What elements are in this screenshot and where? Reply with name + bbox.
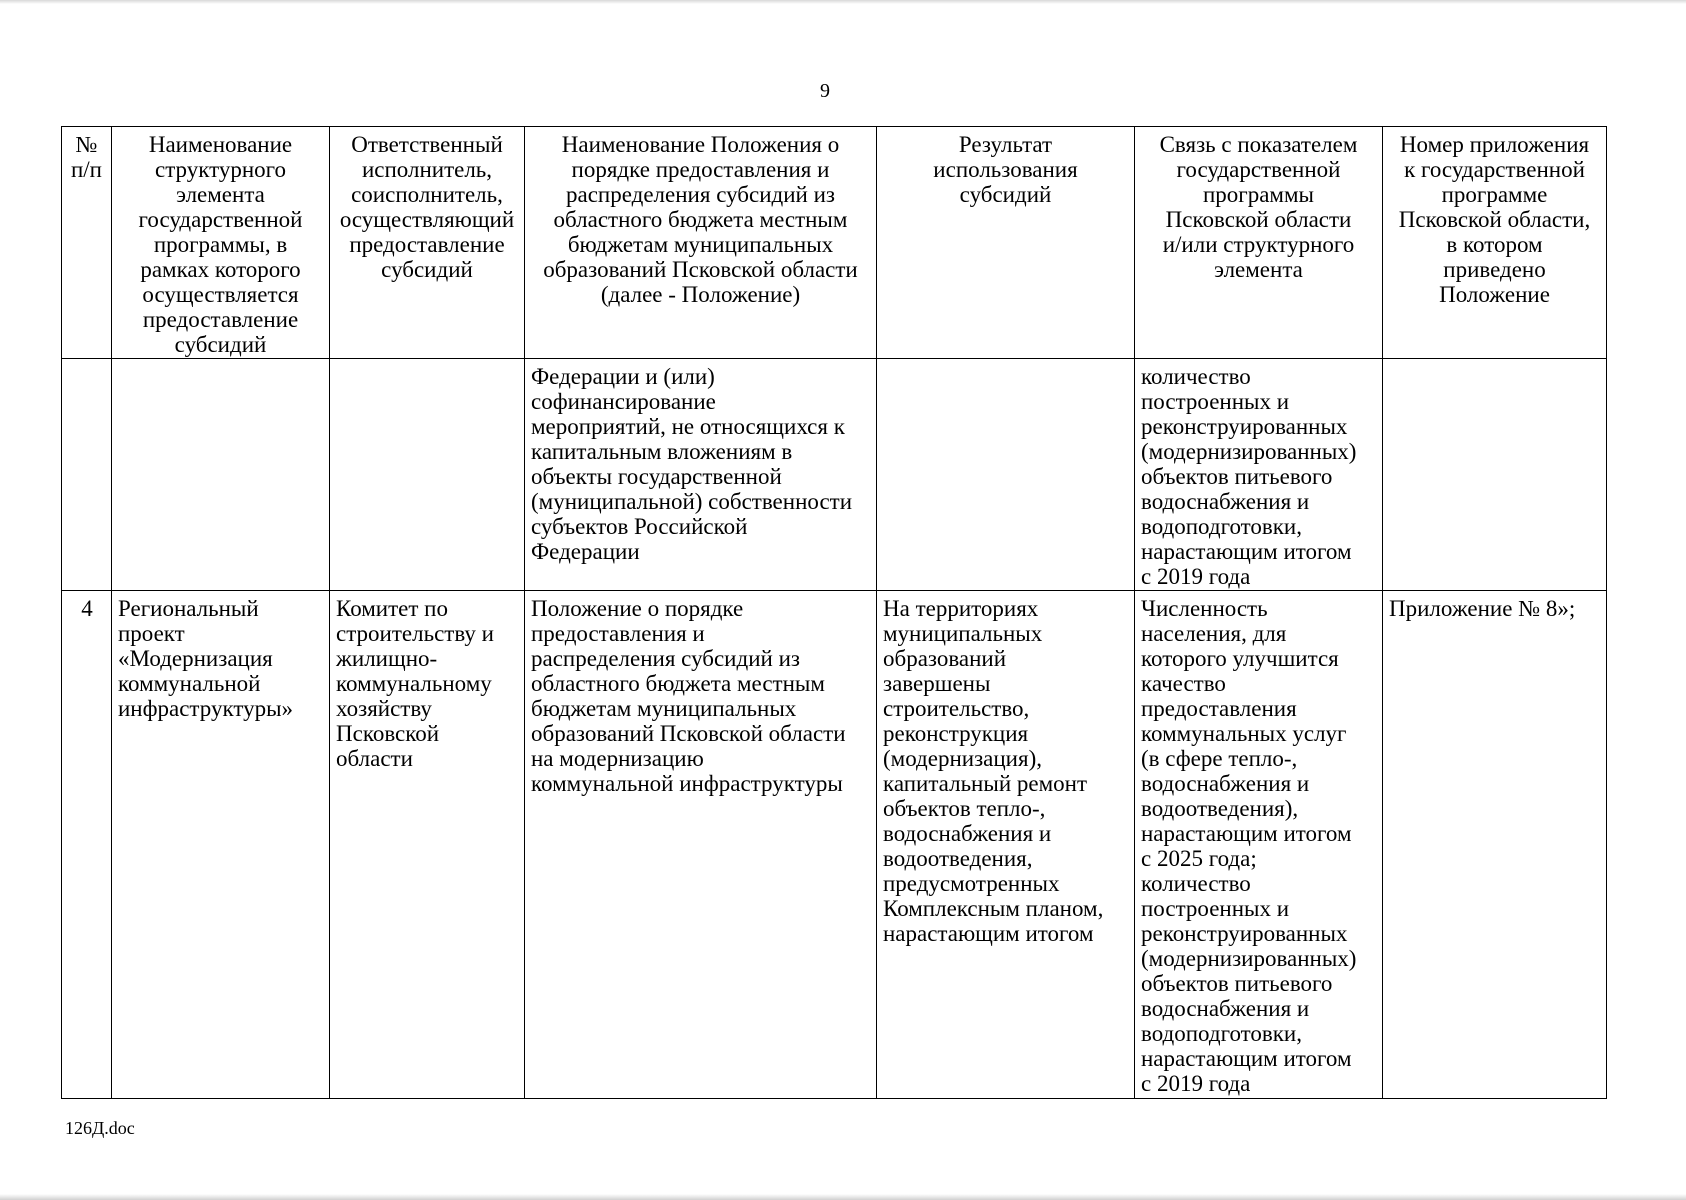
row-appendix (1383, 359, 1607, 591)
row-element (112, 359, 330, 591)
row-indicator: количество построенных и реконструированных (модернизированных) объектов питьевого водоснабжения и водоподготовки, нарастающим итогом с 2019 года (1135, 359, 1383, 591)
table-row (62, 591, 1607, 1099)
row-indicator: Численность населения, для которого улучшится качество предоставления коммунальных услуг (в сфере тепло-, водоснабжения и водоотведения), нарастающим итогом с 2025 года; количество построенных и реконструированных (модернизированных) объектов питьевого водоснабжения и водоподготовки, нарастающим итогом с 2019 года (1135, 591, 1383, 1099)
row-num: 4 (62, 591, 112, 1099)
row-result: На территориях муниципальных образований завершены строительство, реконструкция (модернизация), капитальный ремонт объектов тепло-, водоснабжения и водоотведения, предусмотренных Комплексным планом, нарастающим итогом (877, 591, 1135, 1099)
header-indicator-link: Связь с показателем государственной программы Псковской области и/или структурного элемента (1135, 127, 1383, 359)
table-header-row (62, 127, 1607, 359)
row-num (62, 359, 112, 591)
header-executor: Ответственный исполнитель, соисполнитель, осуществляющий предоставление субсидий (330, 127, 525, 359)
header-num: № п/п (62, 127, 112, 359)
row-regulation: Федерации и (или) софинансирование мероприятий, не относящихся к капитальным вложениям в объекты государственной (муниципальной) собственности субъектов Российской Федерации (525, 359, 877, 591)
row-executor (330, 359, 525, 591)
header-regulation-name: Наименование Положения о порядке предоставления и распределения субсидий из областного бюджета местным бюджетам муниципальных образований Псковской области (далее - Положение) (525, 127, 877, 359)
header-result: Результат использования субсидий (877, 127, 1135, 359)
scan-edge-bottom (0, 1194, 1686, 1200)
subsidy-table (61, 126, 1607, 1099)
page-number: 9 (820, 80, 830, 102)
table-row (62, 359, 1607, 591)
footer-filename: 126Д.doc (65, 1118, 135, 1138)
row-regulation: Положение о порядке предоставления и распределения субсидий из областного бюджета местным бюджетам муниципальных образований Псковской области на модернизацию коммунальной инфраструктуры (525, 591, 877, 1099)
header-appendix-number: Номер приложения к государственной программе Псковской области, в котором приведено Положение (1383, 127, 1607, 359)
scan-edge-top (0, 0, 1686, 4)
row-result (877, 359, 1135, 591)
header-structural-element: Наименование структурного элемента государственной программы, в рамках которого осуществляется предоставление субсидий (112, 127, 330, 359)
row-element: Региональный проект «Модернизация коммунальной инфраструктуры» (112, 591, 330, 1099)
row-executor: Комитет по строительству и жилищно- коммунальному хозяйству Псковской области (330, 591, 525, 1099)
row-appendix: Приложение № 8»; (1383, 591, 1607, 1099)
